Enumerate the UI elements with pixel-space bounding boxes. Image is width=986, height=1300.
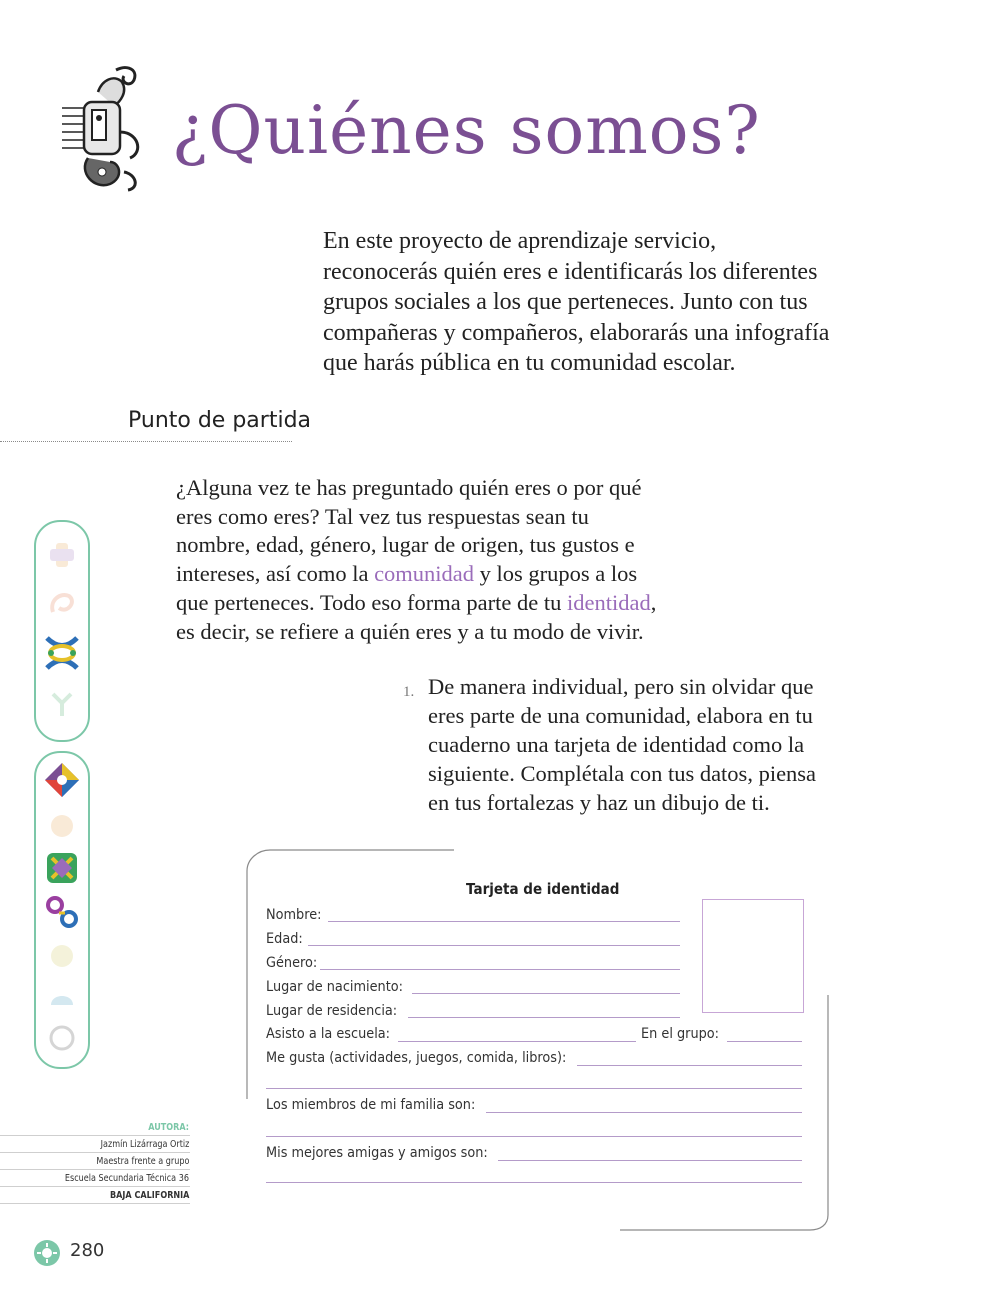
author-name: Jazmín Lizárraga Ortiz [100,1139,189,1150]
field-line-me-gusta[interactable] [577,1065,802,1066]
page-number: 280 [70,1240,105,1261]
sidebar-group-top [34,520,90,742]
intro-paragraph: En este proyecto de aprendizaje servicio, reconocerás quién eres e identificarás los diferentes grupos sociales a los que perteneces. Junto con tus compañeras y compañeros, elaborarás una infografía que harás pública en tu comunidad escolar. [323,228,830,376]
field-label-amigos: Mis mejores amigas y amigos son: [266,1145,488,1161]
field-line-amigos-2[interactable] [266,1182,802,1183]
starting-paragraph [176,474,666,646]
author-divider [0,1135,190,1136]
humano-comunitario-icon [43,684,81,722]
field-label-grupo: En el grupo: [641,1026,720,1042]
field-label-lugar-residencia: Lugar de residencia: [266,1003,398,1019]
etica-naturaleza-icon [43,634,81,672]
field-line-familia[interactable] [486,1112,802,1113]
glossary-term-identidad[interactable]: identidad [566,589,651,615]
field-label-genero: Género: [266,955,318,971]
field-label-familia: Los miembros de mi familia son: [266,1097,476,1113]
field-line-amigos[interactable] [498,1160,802,1161]
lenguajes-icon [43,536,81,574]
author-divider [0,1203,190,1204]
paragraph-text: , es decir, se refiere a quién eres y a tu modo de vivir. [176,589,657,644]
field-label-me-gusta: Me gusta (actividades, juegos, comida, libros): [266,1050,567,1066]
author-school: Escuela Secundaria Técnica 36 [64,1173,189,1184]
activity-number: 1. [403,684,415,700]
activity-item [403,672,833,817]
vida-saludable-icon [43,937,81,975]
field-line-familia-2[interactable] [266,1136,802,1137]
artes-icon [43,1019,81,1057]
activity-text: De manera individual, pero sin olvidar que eres parte de una comunidad, elabora en tu cuaderno una tarjeta de identidad como la siguiente. Complétala con tus datos, piensa en tus fortalezas y haz un dibujo de ti. [428,674,817,815]
card-title: Tarjeta de identidad [466,880,620,898]
photo-drawing-box[interactable] [702,899,804,1013]
ejes-colorful-icon [43,761,81,799]
paragraph-text: ¿Alguna vez te has preguntado quién eres o por qué eres como eres? Tal vez tus respuestas sean tu nombre, edad, género, lugar de origen, tus gustos e intereses, así como la [176,475,642,587]
field-line-nombre[interactable] [328,921,680,922]
field-label-nombre: Nombre: [266,907,322,923]
saberes-icon [43,584,81,622]
codex-glyph-icon [58,62,150,194]
author-state: BAJA CALIFORNIA [109,1190,189,1201]
field-label-escuela: Asisto a la escuela: [266,1026,391,1042]
author-divider [0,1186,190,1187]
inclusion-icon [43,807,81,845]
page-emblem-icon [34,1240,60,1266]
section-divider [0,441,292,442]
paragraph-text: y los grupos a los que perteneces. Todo eso forma parte de tu [176,561,638,615]
field-line-me-gusta-2[interactable] [266,1088,802,1089]
author-divider [0,1169,190,1170]
field-line-lugar-nacimiento[interactable] [412,993,680,994]
author-label: AUTORA: [148,1122,189,1133]
field-line-grupo[interactable] [727,1041,802,1042]
field-line-edad[interactable] [308,945,680,946]
section-heading: Punto de partida [128,408,312,433]
field-line-genero[interactable] [320,969,680,970]
field-line-escuela[interactable] [398,1041,636,1042]
field-line-lugar-residencia[interactable] [408,1017,680,1018]
lectura-icon [43,979,81,1017]
glossary-term-comunidad[interactable]: comunidad [374,561,475,587]
page-title: ¿Quiénes somos? [172,92,761,169]
interculturalidad-icon [43,849,81,887]
field-label-lugar-nacimiento: Lugar de nacimiento: [266,979,403,995]
igualdad-genero-icon [43,893,81,931]
author-role: Maestra frente a grupo [95,1156,189,1167]
field-label-edad: Edad: [266,931,303,947]
sidebar-group-bottom [34,751,90,1069]
author-divider [0,1152,190,1153]
